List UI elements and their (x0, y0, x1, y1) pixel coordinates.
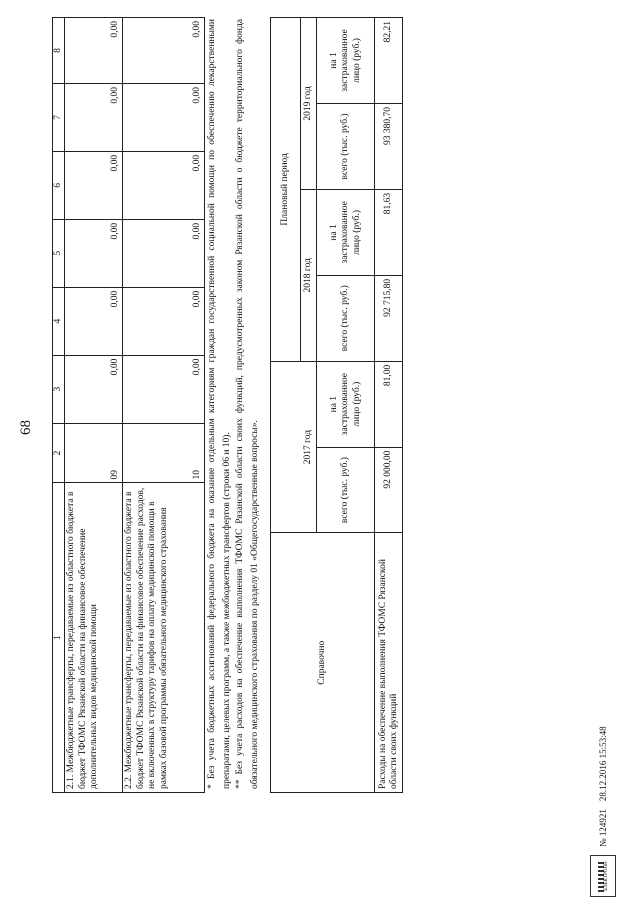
table-row (123, 18, 205, 793)
header-row (53, 18, 65, 793)
per-insured-header: на 1 застрахованное лицо (руб.) (317, 18, 375, 104)
cell-value: 93 380,70 (375, 104, 403, 190)
cell-value: 0,00 (123, 287, 205, 355)
cell-value: 0,00 (123, 219, 205, 287)
col-header: 5 (53, 219, 65, 287)
year-2019-header: 2019 год (301, 18, 317, 190)
cell-value: 81,63 (375, 189, 403, 275)
row-name: 2.2. Межбюджетные трансферты, передаваемые из областного бюджета в бюджет ТФОМС Рязанской области на финансовое обеспечение расходов, не включенных в структуру тарифов на оплату медицинской помощи в рамках базовой программы обязательного медицинского страхования (123, 483, 205, 793)
row-name: 2.1. Межбюджетные трансферты, передаваемые из областного бюджета в бюджет ТФОМС Рязанской области на финансовое обеспечение дополнительных видов медицинской помощи (65, 483, 123, 793)
col-header: 6 (53, 151, 65, 219)
cell-value: 0,00 (65, 84, 123, 152)
table-row (65, 18, 123, 793)
cell-value: 92 000,00 (375, 447, 403, 533)
col-header: 2 (53, 423, 65, 483)
per-insured-header: на 1 застрахованное лицо (руб.) (317, 361, 375, 447)
total-header: всего (тыс. руб.) (317, 104, 375, 190)
stamp-number: № 124921 (598, 809, 608, 847)
cell-value: 0,00 (123, 355, 205, 423)
row-label: Расходы на обеспечение выполнения ТФОМС Рязанской области своих функций (375, 533, 403, 793)
year-2017-header: 2017 год (271, 361, 317, 533)
cell-value: 82,21 (375, 18, 403, 104)
cell-value: 92 715,80 (375, 275, 403, 361)
footnote-2: ** Без учета расходов на обеспечение выполнения ТФОМС Рязанской области своих функций, предусмотренных законом Рязанской области о бюджете территориального фонда обязательного медицинского страхования по разделу 01 «Общегосударственные вопросы». (235, 19, 260, 789)
registration-stamp (590, 726, 616, 897)
ref-header: Справочно (271, 533, 375, 793)
col-header: 4 (53, 287, 65, 355)
cell-value: 0,00 (123, 151, 205, 219)
cell-value: 0,00 (123, 84, 205, 152)
col-header: 8 (53, 18, 65, 84)
reference-table (270, 17, 403, 793)
footnote-1: * Без учета бюджетных ассигнований федерального бюджета на оказание отдельным категориям граждан государственной социальной помощи по обеспечению лекарственными препаратами, целевых программ, а также межбюджетных трансфертов (строки 06 и 10). (207, 19, 232, 789)
row-code: 10 (123, 423, 205, 483)
col-header: 1 (53, 483, 65, 793)
stamp-datetime: 28.12.2016 15:53:48 (598, 726, 608, 802)
cell-value: 0,00 (65, 355, 123, 423)
total-header: всего (тыс. руб.) (317, 275, 375, 361)
cell-value: 0,00 (65, 18, 123, 84)
col-header: 7 (53, 84, 65, 152)
cell-value: 81,00 (375, 361, 403, 447)
financing-table (52, 17, 205, 793)
cell-value: 0,00 (65, 287, 123, 355)
logo-text: ЕЛЕКТРОНН (603, 861, 609, 891)
barcode-logo (590, 855, 616, 897)
per-insured-header: на 1 застрахованное лицо (руб.) (317, 189, 375, 275)
row-code: 09 (65, 423, 123, 483)
cell-value: 0,00 (65, 151, 123, 219)
total-header: всего (тыс. руб.) (317, 447, 375, 533)
col-header: 3 (53, 355, 65, 423)
cell-value: 0,00 (123, 18, 205, 84)
table-row (375, 18, 403, 793)
page-number: 68 (18, 420, 34, 435)
year-2018-header: 2018 год (301, 189, 317, 361)
planning-period-header: Плановый период (271, 18, 301, 362)
cell-value: 0,00 (65, 219, 123, 287)
